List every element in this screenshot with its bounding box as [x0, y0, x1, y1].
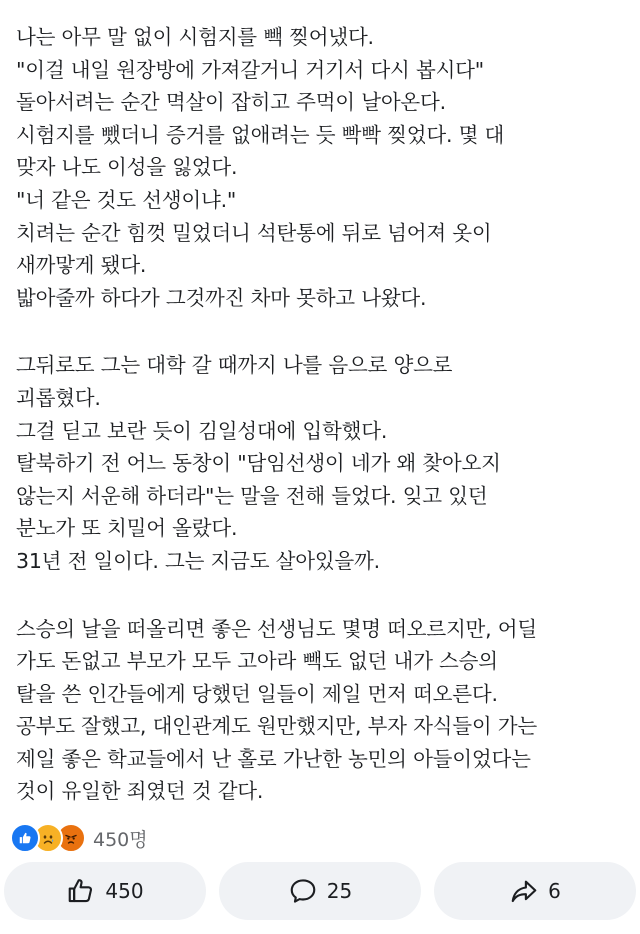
post-line: 나는 아무 말 없이 시험지를 빽 찢어냈다.: [16, 25, 374, 49]
like-count: 450: [105, 879, 144, 903]
reaction-count[interactable]: 450명: [93, 828, 148, 851]
post-paragraph-1: [16, 21, 628, 314]
reaction-icons[interactable]: [10, 823, 79, 853]
post-line: 않는지 서운해 하더라"는 말을 전해 들었다. 잊고 있던: [16, 483, 488, 508]
post-body: [16, 21, 628, 843]
post-paragraph-2: [16, 349, 628, 577]
post-line: 것이 유일한 죄였던 것 같다.: [16, 779, 264, 804]
post-line: 공부도 잘했고, 대인관계도 원만했지만, 부자 자식들이 가는: [16, 714, 538, 739]
post-line: "이걸 내일 원장방에 가져갈거니 거기서 다시 봅시다": [16, 57, 485, 82]
post-line: 밟아줄까 하다가 그것까진 차마 못하고 나왔다.: [16, 285, 427, 310]
share-count: 6: [548, 879, 561, 903]
comment-icon: [288, 876, 318, 906]
comment-button[interactable]: [219, 862, 421, 920]
comment-count: 25: [326, 879, 353, 903]
post-line: 제일 좋은 학교들에서 난 홀로 가난한 농민의 아들이었다는: [16, 746, 531, 771]
post-actions: [0, 862, 640, 920]
post-line: 그뒤로도 그는 대학 갈 때까지 나를 음으로 양으로: [16, 353, 453, 378]
post-line: 그걸 딛고 보란 듯이 김일성대에 입학했다.: [16, 418, 388, 443]
post-line: 31년 전 일이다. 그는 지금도 살아있을까.: [16, 548, 380, 573]
post-line: 분노가 또 치밀어 올랐다.: [16, 516, 238, 541]
post-line: 스승의 날을 떠올리면 좋은 선생님도 몇명 떠오르지만, 어딜: [16, 616, 538, 641]
post-line: 탈북하기 전 어느 동창이 "담임선생이 네가 왜 찾아오지: [16, 451, 501, 476]
post-line: 탈을 쓴 인간들에게 당했던 일들이 제일 먼저 떠오른다.: [16, 681, 498, 706]
post-line: 괴롭혔다.: [16, 385, 101, 410]
post-line: 시험지를 뺐더니 증거를 없애려는 듯 빡빡 찢었다. 몇 대: [16, 122, 505, 147]
reactions-summary[interactable]: [10, 823, 148, 853]
like-button[interactable]: [4, 862, 206, 920]
post-line: "너 같은 것도 선생이냐.": [16, 187, 237, 212]
post-line: 새까맣게 됐다.: [16, 253, 147, 278]
like-icon: [10, 823, 40, 853]
post-line: 가도 돈없고 부모가 모두 고아라 빽도 없던 내가 스승의: [16, 649, 498, 674]
share-icon: [509, 876, 539, 906]
share-button[interactable]: [434, 862, 636, 920]
post-line: 돌아서려는 순간 멱살이 잡히고 주먹이 날아온다.: [16, 90, 446, 115]
post-paragraph-3: [16, 613, 628, 809]
post-line: 맞자 나도 이성을 잃었다.: [16, 155, 238, 180]
post-line: 치려는 순간 힘껏 밀었더니 석탄통에 뒤로 넘어져 옷이: [16, 220, 492, 245]
thumbs-up-icon: [66, 876, 96, 906]
